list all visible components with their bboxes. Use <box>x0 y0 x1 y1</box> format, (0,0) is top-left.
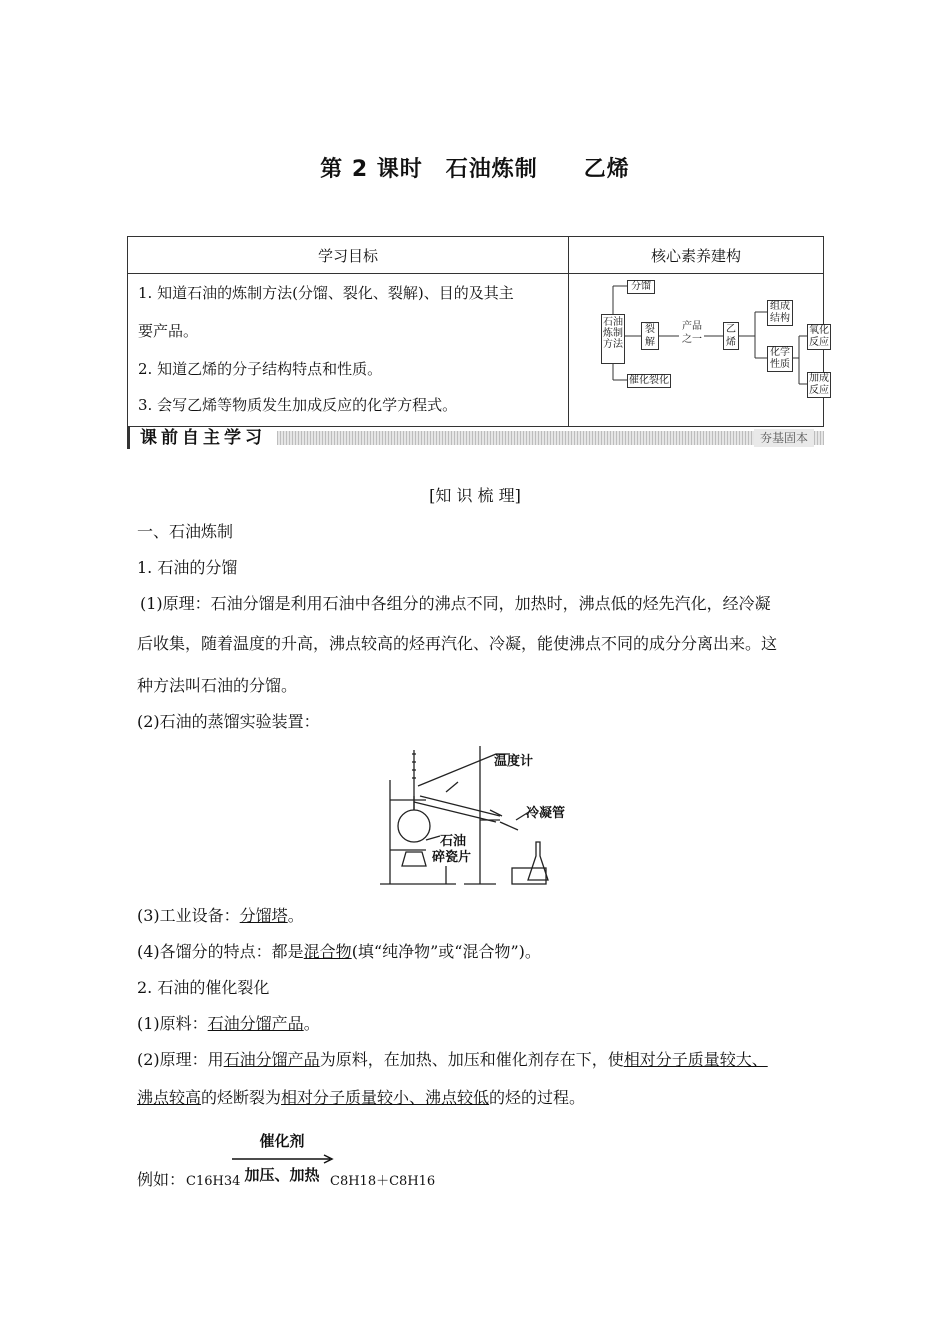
arrow-icon <box>230 1154 334 1164</box>
answer-mixture: 混合物 <box>303 942 352 961</box>
industrial-equipment <box>137 906 304 926</box>
heading-fractionation: 1. 石油的分馏 <box>137 558 238 577</box>
node-oxidation: 氧化反应 <box>809 325 829 348</box>
goal-line-4: 3. 会写乙烯等物质发生加成反应的化学方程式。 <box>138 396 458 414</box>
label-thermometer: 温度计 <box>494 754 534 769</box>
example-reactant: C16H34 <box>186 1174 241 1189</box>
answer-fractionating-tower: 分馏塔 <box>239 906 288 925</box>
fraction-prefix: (4)各馏分的特点：都是 <box>137 942 304 961</box>
goal-line-1: 1. 知道石油的炼制方法(分馏、裂化、裂解)、目的及其主 <box>138 284 514 302</box>
raw-suffix: 。 <box>303 1014 320 1033</box>
label-oil: 石油 <box>440 834 467 849</box>
answer-small-mass-low-boiling: 相对分子质量较小、沸点较低 <box>281 1088 490 1107</box>
label-catalyst: 催化剂 <box>259 1132 305 1150</box>
label-porcelain-chips: 碎瓷片 <box>432 850 472 865</box>
header-core-literacy: 核心素养建构 <box>569 237 824 274</box>
answer-large-mass: 相对分子质量较大、 <box>623 1050 768 1069</box>
node-oil-refining: 石油炼制方法 <box>601 314 625 364</box>
concept-map-cell <box>569 274 829 427</box>
reaction-arrow <box>230 1130 334 1190</box>
node-chemical-properties: 化学性质 <box>767 346 793 372</box>
raw-prefix: (1)原料： <box>137 1014 208 1033</box>
heading-oil-refining: 一、石油炼制 <box>137 522 234 541</box>
cracking-principle-line-2 <box>137 1088 585 1108</box>
page-title: 第 2 课时 石油炼制 乙烯 <box>320 157 630 182</box>
fraction-characteristics <box>137 942 541 962</box>
principle-line-1: (1)原理：石油分馏是利用石油中各组分的沸点不同，加热时，沸点低的烃先汽化，经冷凝 <box>140 594 771 613</box>
distillation-apparatus <box>376 740 576 890</box>
answer-high-boiling: 沸点较高 <box>137 1088 202 1107</box>
node-composition: 组成结构 <box>767 300 793 326</box>
raw-material <box>137 1014 320 1034</box>
node-ethylene: 乙烯 <box>723 322 739 350</box>
cracking-p1: (2)原理：用 <box>137 1050 224 1069</box>
industrial-prefix: (3)工业设备： <box>137 906 240 925</box>
node-fractionation: 分馏 <box>627 280 655 294</box>
heading-catalytic-cracking: 2. 石油的催化裂化 <box>137 978 270 997</box>
label-condition: 加压、加热 <box>244 1166 320 1184</box>
example-prefix: 例如： <box>137 1170 186 1189</box>
concept-map <box>569 274 827 424</box>
label-condenser: 冷凝管 <box>526 806 566 821</box>
banner-strip <box>277 431 824 445</box>
answer-raw-material: 石油分馏产品 <box>207 1014 304 1033</box>
cracking-p3: 的烃断裂为 <box>201 1088 282 1107</box>
fraction-suffix: (填“纯净物”或“混合物”)。 <box>351 942 541 961</box>
node-catalytic-cracking: 催化裂化 <box>629 375 669 386</box>
section-banner <box>127 425 824 451</box>
header-learning-goals: 学习目标 <box>128 237 569 274</box>
apparatus-label: (2)石油的蒸馏实验装置： <box>137 712 320 731</box>
section-heading: [知 识 梳 理] <box>429 486 521 505</box>
goal-line-3: 2. 知道乙烯的分子结构特点和性质。 <box>138 360 383 378</box>
node-addition: 加成反应 <box>809 373 829 396</box>
banner-title: 课前自主学习 <box>127 427 272 449</box>
banner-subtitle: 夯基固本 <box>754 429 814 447</box>
goals-cell <box>128 274 569 427</box>
principle-line-2: 后收集，随着温度的升高，沸点较高的烃再汽化、冷凝，能使沸点不同的成分分离出来。这 <box>137 634 778 653</box>
industrial-suffix: 。 <box>287 906 304 925</box>
example-products: C8H18＋C8H16 <box>330 1174 436 1189</box>
label-product: 产品之一 <box>682 321 702 345</box>
goal-line-2: 要产品。 <box>138 322 199 340</box>
principle-line-3: 种方法叫石油的分馏。 <box>137 676 298 695</box>
cracking-principle-line-1 <box>137 1050 768 1070</box>
cracking-p4: 的烃的过程。 <box>489 1088 586 1107</box>
cracking-p2: 为原料，在加热、加压和催化剂存在下，使 <box>319 1050 624 1069</box>
answer-cracking-feed: 石油分馏产品 <box>223 1050 320 1069</box>
node-cracking-deep: 裂解 <box>641 322 659 350</box>
objectives-table <box>127 236 829 427</box>
